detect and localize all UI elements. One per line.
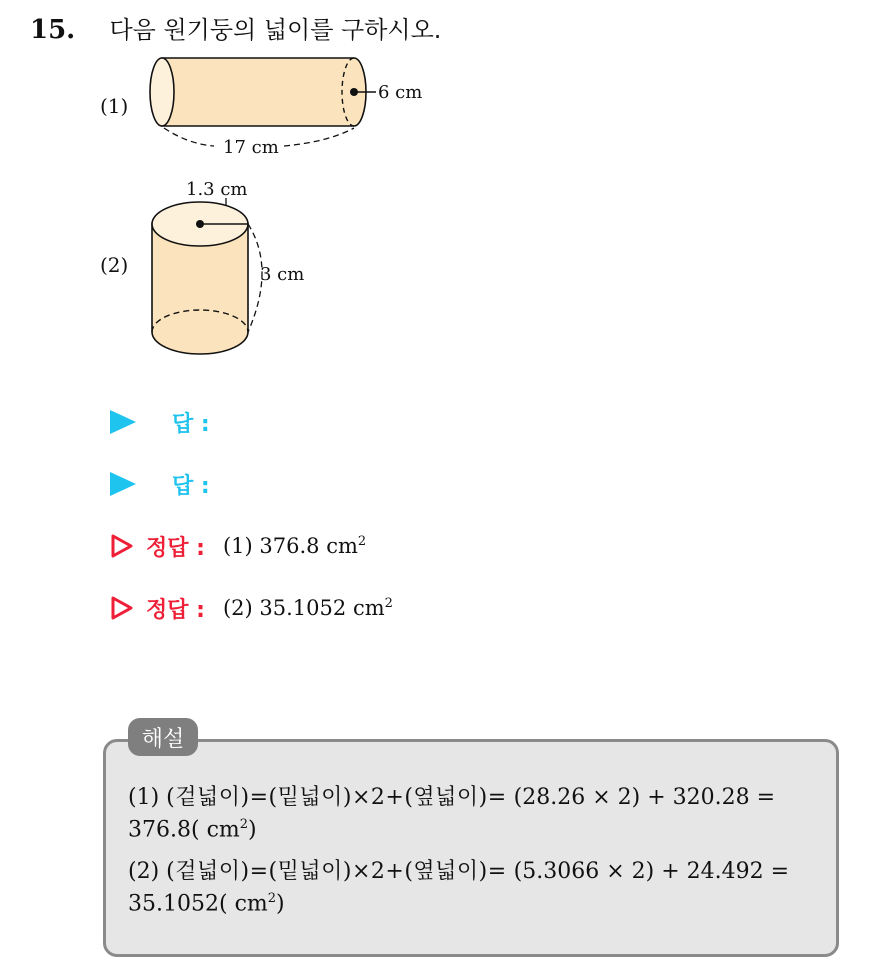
- correct-answer-row-1: [110, 529, 366, 563]
- correct-answer-label: 정답 :: [146, 535, 205, 561]
- explanation-line-4: 35.1052( $cm^2$): [128, 891, 285, 917]
- length-label-1: 17 cm: [223, 137, 279, 158]
- correct-answer-value: (1) 376.8 $cm^2$: [222, 534, 367, 558]
- radius-label-1: 6 cm: [378, 82, 423, 103]
- answer-label: 답 :: [172, 411, 210, 437]
- correct-answer-row-2: [110, 591, 393, 625]
- length-brace-right: [284, 128, 354, 146]
- cylinder-1-body: [150, 58, 366, 126]
- correct-answer-label: 정답 :: [146, 597, 205, 623]
- answer-row-1: [110, 405, 210, 439]
- explanation-box: [103, 739, 839, 957]
- answer-row-2: [110, 467, 210, 501]
- answer-label: 답 :: [172, 473, 210, 499]
- question-text: 다음 원기둥의 넓이를 구하시오.: [109, 16, 442, 44]
- part-2-label: (2): [100, 253, 129, 277]
- play-arrow-icon: [110, 472, 136, 496]
- horizontal-cylinder-figure: [148, 52, 438, 162]
- length-brace-left: [164, 128, 214, 146]
- correct-answer-value: (2) 35.1052 $cm^2$: [222, 596, 393, 620]
- height-label-2: 3 cm: [260, 264, 305, 285]
- part-1-label: (1): [100, 94, 129, 118]
- explanation-tab: 해설: [128, 718, 198, 756]
- outline-arrow-icon: [110, 595, 134, 621]
- explanation-line-2: 376.8( $cm^2$): [128, 817, 257, 843]
- vertical-cylinder-figure: [148, 178, 328, 368]
- outline-arrow-icon: [110, 533, 134, 559]
- explanation-line-1: (1) (겉넓이)=(밑넓이)×2+(옆넓이)= (28.26 × 2) + 320.28 =: [128, 785, 776, 810]
- explanation-line-3: (2) (겉넓이)=(밑넓이)×2+(옆넓이)= (5.3066 × 2) + 24.492 =: [128, 859, 790, 884]
- play-arrow-icon: [110, 410, 136, 434]
- question-header: [30, 10, 441, 45]
- radius-label-2: 1.3 cm: [186, 179, 248, 200]
- question-number: 15.: [30, 15, 76, 45]
